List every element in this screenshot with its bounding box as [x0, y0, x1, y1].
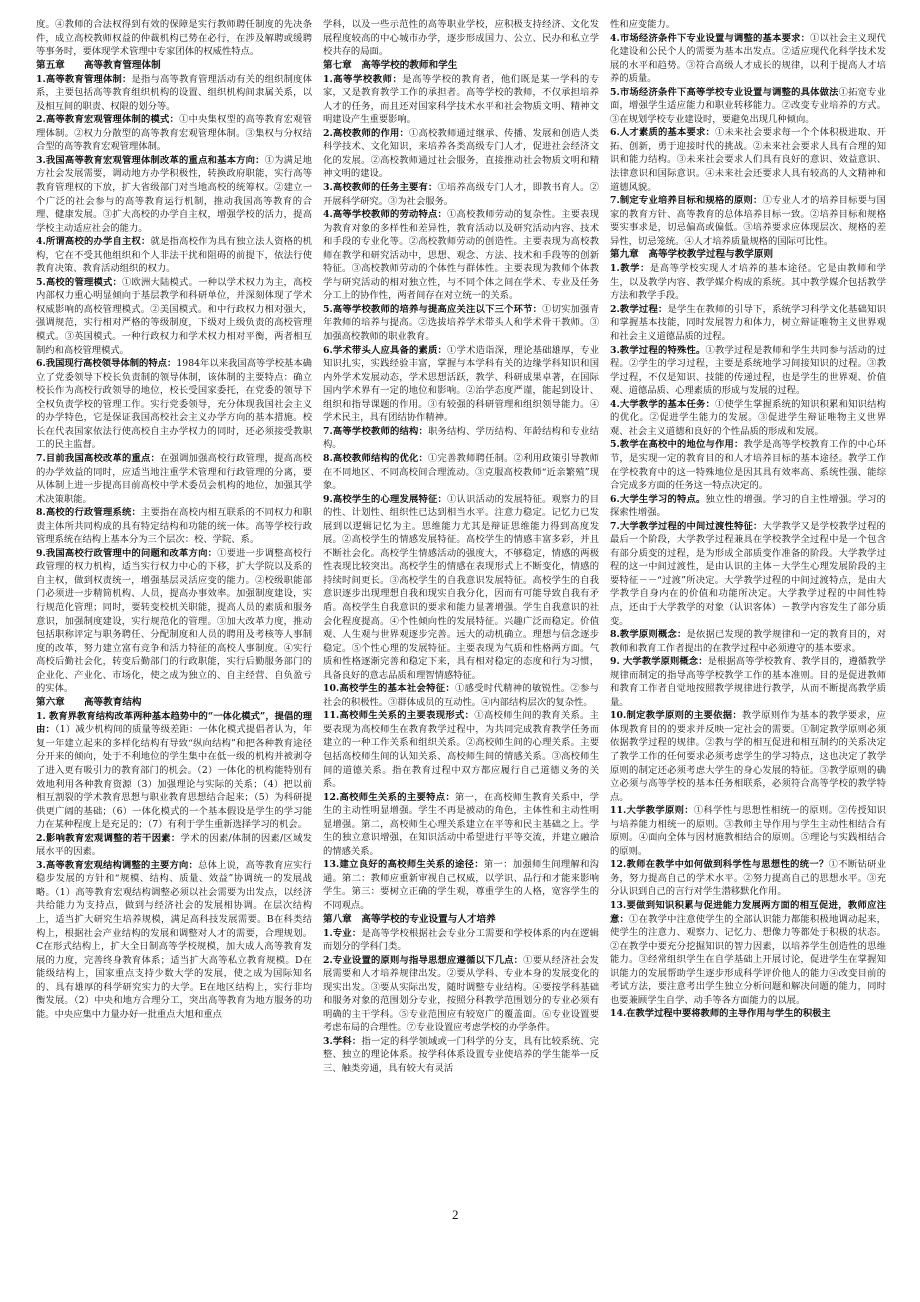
paragraph-text: 是高等学校根据社会专业分工需要和学校体系的内在逻辑而划分的学科门类。	[323, 927, 599, 953]
paragraph-text: ①拓宽专业面，增强学生适应能力和职业转移能力。②改变专业培养的方式。③在规划学校专业建设时，要避免出现几种倾向。	[610, 86, 886, 125]
paragraph-text: ①要从经济社会发展需要和人才培养规律出发。②要从学科、专业本身的发展变化的现实出发。③要从实际出发，随时调整专业结构。④要按学科基础和服务对象的范围划分专业，按照分科教学范围划分的专业必须有明确的主干学科。⑤专业范围应有较宽广的覆盖面。⑥专业设置要考虑布局的合理性。⑦专业设置应考虑学校的办学条件。	[323, 954, 599, 1034]
paragraph	[323, 858, 599, 912]
paragraph-text: 1984年以来我国高等学校基本确立了党委领导下校长负责制的领导体制，该体制的主要特点：确立校长作为高校行政领导的地位，校长受国家委托，在党委的领导下全权负责学校的管理工作。实行党委领导，充分体现我国社会主义的办学特色，它是保证我国高校社会主义办学方向的基本措施。校长在代表国家依法行使高校自主办学权力的同时，还必须接受教职工的民主监督。	[36, 358, 312, 451]
paragraph-text: ①欧洲大陆模式。一种以学术权力为主，高校内部权力重心明显倾向于基层教学和科研单位，并深刻体现了学术权威影响的高校管理模式。②美国模式。和中行政权力相对强大，强调规范，实行相对严格的等级制度，下级对上级负责的高校管理模式。③英国模式。一种行政权力和学术权力相对平衡，两者相互制约和高校管理模式。	[36, 276, 312, 356]
paragraph	[323, 344, 599, 425]
term-label: 6.学术带头人应具备的素质：	[323, 344, 448, 356]
paragraph	[610, 262, 886, 303]
term-label: 10.高校学生的基本社会特征：	[323, 683, 455, 695]
paragraph-text: 职务结构、学历结构、年龄结构和专业结构。	[323, 425, 599, 451]
paragraph-text: ①培养高级专门人才，即教书育人。②开展科学研究。③为社会服务。	[323, 182, 599, 207]
paragraph	[36, 276, 312, 357]
term-label: 9. 大学教学原则概念：	[610, 656, 708, 668]
term-label: 8.高校的行政管理系统：	[36, 507, 142, 519]
paragraph-text: 大学教学又是学校教学过程的最后一个阶段，大学教学过程兼具在学校教学全过程中是一个包含有部分质变的过程，是为形成全部质变作准备的阶段。大学教学过程的这一中间过渡性，是由认识的主体－大学生心理发展阶段的主要特征－－“过渡”所决定。大学教学过程的中间过渡特点，是由大学教学自身内在的价值和功能所决定。大学教学过程的中间性特点，还由于大学教学的对象（认识客体）－教学内容发生了部分质变。	[610, 520, 886, 627]
paragraph	[610, 899, 886, 1007]
paragraph-text: 指一定的科学领域或一门科学的分支，具有比较系统、完整、独立的理论体系。按学科体系设置专业使培养的学生能举一反三、触类旁通，具有较大有灵活	[323, 1035, 599, 1075]
paragraph-text: ①认识活动的发展特征。观察力的目的性、计划性、组织性已达到相当水平。注意力稳定。记忆力已发展到以逻辑记忆为主。思维能力尤其是辩证思维能力得到高度发展。②高校学生的情感发展特征。高校学生的情感丰富多彩，并且不断社会化。高校学生情感活动的强度大，不够稳定，情感的两极性表现比较突出。高校学生的情感在表现形式上不断变化，情感的持续时间更长。③高校学生的自我意识发展特征。高校学生的自我意识逐步出现理想自我和现实自我分化，因而有可能导致自我有矛盾。高校学生自我意识的要求和能力显著增强。学生自我意识的社会化程度提高。④个性倾向性的发展特征。兴趣广泛而稳定。价值观、人生观与世界观逐步完善。远大的动机确立。理想与信念逐步稳定。⑤个性心理的发展特征。主要表现为气质和性格两方面。气质和性格逐渐完善和稳定下来，具有相对稳定的态度和行为习惯，具备良好的意志品质和理智情感特征。	[323, 493, 599, 681]
paragraph	[323, 303, 599, 344]
paragraph-text: ①未来社会要求每一个个体积极进取、开拓、创新，勇于迎接时代的挑战。②未来社会要求人具有合理的知识和能力结构。③未来社会要求人们具有良好的意识、效益意识、法律意识和国际意识。④未来社会还要求人具有较高的人文精神和道德风貌。	[610, 127, 886, 193]
term-label: 11.大学教学原则：	[610, 805, 694, 817]
paragraph	[610, 303, 886, 344]
paragraph-text: （1）减少机构间的质量等级差距：一体化模式提倡者认为，年复一年建立起来的多样化结构有导致“纵向结构”和把各种教育途径分开来的倾向，处于不利地位的学生集中在低一级的机构并被剥夺了进入更有吸引力的教育部门的机会。（2）一体化的机构能特别有效地利用各种教育资源（3）加强理论与实际的关系；（4）把以前相互割裂的学术教育思想与职业教育思想结合起来；（5）为科研提供更广阔的基础；（6）一体化模式的一个基本假设是学生的学习能力在某种程度上是充足的；（7）有利于学生重新选择学习的机会。	[36, 724, 312, 831]
term-label: 7.制定专业培养目标和规格的原则：	[610, 195, 763, 207]
paragraph-text: 教学原则作为基本的教学要求，应体现教育目的的要求并反映一定社会的需要。①制定教学原则必须依据教学过程的规律。②教与学的相互促进和相互制约的关系决定了教学工作的任何要求必须考虑学生的学习特点，这也决定了教学原则的制定还必须考虑大学生的身心发展的特征。③教学原则的确立必须与高等学校的基本任务相联系，必须符合高等学校的教学特点。	[610, 710, 886, 803]
term-label: 6.大学生学习的特点。	[610, 493, 706, 505]
paragraph-text: 性和应变能力。	[610, 19, 676, 30]
paragraph-text: ①学术造诣深，理论基础雄厚，专业知识扎实，实践经验丰富，掌握与本学科有关的边缘学科知识和国内外学术发展动态，学术思想活跃，教学、科研成果卓著，在国际国内学术界有一定的地位和影响。②治学态度严谨，能起到设计、组织和指导课题的作用。③有较强的科研管理和组织领导能力。④学术民主，具有团结协作精神。	[323, 344, 599, 424]
paragraph	[323, 954, 599, 1035]
paragraph	[323, 127, 599, 181]
paragraph-text: ①教学过程是教师和学生共同参与活动的过程。②学生的学习过程，主要是系统地学习间接知识的过程。③教学过程，不仅是知识、技能的传递过程，也是学生的世界观、价值观、道德品质、心理素质的形成与发展的过程。	[610, 344, 886, 397]
paragraph-text: 是高等学校实现人才培养的基本途径。它是由教师和学生，以及教学内容、教学媒介构成的系统。其中教学媒介包括教学方法和教学手段。	[610, 263, 886, 302]
paragraph	[610, 1007, 886, 1021]
paragraph	[610, 344, 886, 398]
paragraph-text: ①不断钻研业务，努力提高自己的学术水平。②努力提高自己的思想水平。③充分认识到自己的言行对学生潜移默化作用。	[610, 859, 886, 898]
paragraph	[36, 235, 312, 276]
paragraph	[36, 547, 312, 696]
paragraph	[36, 859, 312, 1022]
paragraph-text: 独立性的增强。学习的自主性增强。学习的探索性增强。	[610, 493, 886, 519]
paragraph	[610, 520, 886, 628]
term-label: 4.所谓高校的办学自主权：	[36, 236, 151, 248]
term-label: 1.教学：	[610, 263, 650, 275]
paragraph-text: ①完善教师聘任制。②利用政策引导教师在不同地区、不同高校间合理流动。③克服高校教师“近亲繁殖”现象。	[323, 452, 599, 492]
paragraph-text: 第一，在高校师生教育关系中，学生的主动性明显增强。学生不再是被动的角色，主体性和主动性明显增强。第二，高校师生心理关系建立在平等和民主基础之上。学生的独立意识增强，在知识活动中希望进行平等交流，并建立融洽的情感关系。	[323, 791, 599, 857]
page-number: 2	[452, 1207, 459, 1222]
paragraph-text: ①专业人才的培养目标要与国家的教育方针、高等教育的总体培养目标一致。②培养目标和规格要实事求是，切忌偏高或偏低。③培养要求应体现层次、规格的差异性，切忌笼统。④人才培养质量规格的国际可比性。	[610, 195, 886, 247]
term-label: 1.高等教育管理体制：	[36, 73, 132, 85]
paragraph-text: 总体上说，高等教育应实行稳步发展的方针和“规模、结构、质量、效益”协调统一的发展战略。（1）高等教育宏观结构调整必须以社会需要为出发点，以经济共给能力为支持点，做到与经济社会的发展相协调。在层次结构上，适当扩大研究生培养规模，满足高科技发展需要。B在科类结构上，根据社会产业结构的发展和调整对人才的需要，合理规划。C在形式结构上，扩大全日制高等学校规模，加大成人高等教育发展的力度，完善终身教育体系；适当扩大高等私立教育规模。D在能级结构上，国家重点支持少数大学的发展，使之成为国际知名的、具有雄厚的科学研究实力的大学。E在地区结构上，实行非均衡发展。（2）中央和地方合理分工，突出高等教育为地方服务的功能。中央应集中力量办好一批重点大旭和重点	[36, 859, 312, 1020]
paragraph	[610, 804, 886, 858]
section-heading: 第八章 高等学校的专业设置与人才培养	[323, 913, 496, 925]
paragraph	[36, 710, 312, 832]
term-label: 8.教学原则概念：	[610, 629, 687, 641]
paragraph	[323, 927, 599, 954]
term-label: 2.高等教育宏观管理体制的模式：	[36, 114, 180, 126]
column-right	[610, 18, 886, 1240]
term-label: 5.市场经济条件下高等学校专业设置与调整的具体做法	[610, 86, 839, 98]
paragraph	[610, 858, 886, 899]
paragraph-text: ①要进一步调整高校行政管理的权力机构，适当实行权力中心的下移，扩大学院以及系的自主权，做到权责统一，增强基层灵活应变的能力。②校级职能部门必须进一步精简机构、人员，提高办事效率。加强制度建设，实行规范化管理；同时，要转变校机关职能，提高人员的素质和服务意识，加强制度建设，实行规范化的管理。③加大改革力度，推动包括职称评定与职务聘任、分配制度和人员的聘用及考核等人事制度的改革，努力建立富有竞争和活力特征的高校人事制度。④实行高校后勤社会化，转变后勤部门的行政职能，实行后勤服务部门的企业化、产业化、市场化，使之成为独立的、自主经营、自负盈亏的实体。	[36, 547, 312, 695]
paragraph	[36, 18, 312, 59]
term-label: 8.高校教师结构的优化：	[323, 452, 429, 464]
paragraph-text: 是学生在教师的引导下，系统学习科学文化基础知识和掌握基本技能，同时发展智力和体力，树立辩证唯物主义世界观和社会主义道德品质的过程。	[610, 303, 886, 343]
paragraph	[323, 1035, 599, 1076]
section-heading: 第六章 高等教育结构	[36, 696, 142, 708]
paragraph	[36, 452, 312, 506]
section-heading: 第五章 高等教育管理体制	[36, 59, 161, 71]
term-label: 5.高等学校教师的培养与提高应关注以下三个环节：	[323, 303, 543, 315]
term-label: 7.目前我国高校改革的重点：	[36, 452, 161, 464]
paragraph-text: 在强调加强高校行政管理，提高高校的办学效益的同时，应适当地注重学术管理和行政管理的分离，要从体制上进一步提高目前高校中学术委员会机构的地位，加强其学术决策职能。	[36, 452, 312, 505]
paragraph	[323, 425, 599, 452]
paragraph-text: ①高校教师通过继承、传播、发展和创造人类科学技术、文化知识，来培养各类高级专门人才，促进社会经济文化的发展。②高校教师通过社会服务，直接推动社会物质文明和精神文明的建设。	[323, 127, 599, 180]
paragraph	[610, 18, 886, 32]
term-label: 6.我国现行高校领导体制的特点：	[36, 358, 177, 370]
term-label: 5.教学在高校中的地位与作用：	[610, 439, 744, 451]
paragraph	[610, 126, 886, 194]
term-label: 5.高校的管理模式：	[36, 276, 122, 288]
paragraph-text: 学科，以及一些示范性的高等职业学校，应积极支持经济、文化发展程度较高的中心城市办学，逐步形成国力、公立、民办和私立学校共存的局面。	[323, 19, 599, 58]
column-middle	[323, 18, 599, 1240]
paragraph	[610, 32, 886, 86]
term-label: 13.建立良好的高校师生关系的途径：	[323, 859, 484, 871]
term-label: 2.专业设置的原则与指导思想应遵循以下几点：	[323, 954, 524, 966]
term-label: 9.我国高校行政管理中的问题和改革方向：	[36, 547, 218, 559]
paragraph-text: ①以社会主义现代化建设和公民个人的需要为基本出发点。②适应现代化科学技术发展的水平和趋势。③符合高级人才成长的规律，以利于提高人才培养的质量。	[610, 32, 886, 85]
paragraph-text: 是高等学校的教育者，他们既是某一学科的专家，又是教育教学工作的承担者。高等学校的教师，不仅承担培养人才的任务，而且还对国家科学技术水平和社会物质文明、精神文明建设产生重要影响。	[323, 73, 599, 126]
paragraph-text: 是指与高等教育管理活动有关的组织制度体系，主要包括高等教育组织机构的设置、组织机构间隶属关系，以及相互间的职责、权限的划分等。	[36, 73, 312, 112]
paragraph-text: ①高校师生间的教育关系。主要表现为高校师生在教育教学过程中，为共同完成教育教学任务而建立的一种工作关系和组织关系。②高校师生间的心理关系。主要包括高校师生间的认知关系、高校师生间的情感关系。③高校师生间的道德关系。指在教育过程中双方都应履行自己道德义务的关系。	[323, 710, 599, 790]
term-label: 7.大学教学过程的中间过渡性特征：	[610, 520, 763, 532]
section-heading: 第九章 高等学校教学过程与教学原则	[610, 249, 774, 261]
term-label: 14.在教学过程中要将教师的主导作用与学生的积极主	[610, 1008, 831, 1020]
paragraph-text: ①高校教师劳动的复杂性。主要表现为教育对象的多样性和差异性，教育活动以及研究活动内容、技术和手段的专业化等。②高校教师劳动的创造性。主要表现为高校教师在教学和研究活动中，思想、观念、方法、技术和手段等的创新特征。③高校教师劳动的个体性与群体性。主要表现为教师个体教学与研究活动的相对独立性，与不同个体之间在学术、专业及任务分工上的协作性，两者间存在对立统一的关系。	[323, 209, 599, 302]
paragraph-text: ①使学生掌握系统的知识积累和知识结构的优化。②促进学生能力的发展。③促进学生辩证唯物主义世界观、社会主义道德和良好的个性品质的形成和发展。	[610, 398, 886, 437]
term-label: 12.教师在教学中如何做到科学性与思想性的统一？	[610, 859, 829, 871]
paragraph-text: ①为满足地方社会发展需要，调动地方办学积极性，转换政府职能，实行高等教育管理权的下放，扩大省级部门对当地高校的统筹权。②建立一个广泛的社会参与的高等教育运行机制，推动我国高等教育的合理、健康发展。③扩大高校的办学自主权，增强学校的活力，提高学校主动适应社会的能力。	[36, 154, 312, 234]
paragraph-text: 是依据已发现的教学规律和一定的教育目的，对教师和教育工作者提出的在教学过程中必须遵守的基本要求。	[610, 629, 886, 654]
paragraph	[323, 493, 599, 683]
paragraph	[36, 506, 312, 547]
paragraph-text: 学术的因素/体制的因素/区域发展水平的因素。	[36, 832, 312, 858]
paragraph	[610, 655, 886, 709]
term-label: 4.市场经济条件下专业设置与调整的基本要求：	[610, 32, 811, 44]
paragraph-text: ①在教学中注意使学生的全部认识能力都能积极地调动起来，使学生的注意力、观察力、记忆力、想像力等都处于积极的状态。②在教学中要充分挖掘知识的智力因素，以培养学生创造性的思维能力。③经常组织学生在自学基础上开展讨论，促进学生在掌握知识能力的发展帮助学生逐步形成科学评价他人的能力④改变目前的考试方法，要注意考出学生独立分析问题和解决问题的能力，同时也要兼顾学生自学、动手等各方面能力的以展。	[610, 913, 886, 1006]
term-label: 1. 教育界教育结构改革两种基本趋势中的“一体化模式”，提倡的理由：	[36, 710, 312, 736]
paragraph-text: ①科学性与思想性相统一的原则。②传授知识与培养能力相统一的原则。③教师主导作用与学生主动性相结合有原则。④面向全体与因材施教相结合的原则。⑤理论与实践相结合的原则。	[610, 805, 886, 857]
paragraph	[610, 709, 886, 804]
term-label: 2.高校教师的作用：	[323, 127, 409, 139]
paragraph	[323, 682, 599, 709]
paragraph	[36, 357, 312, 452]
paragraph	[323, 18, 599, 59]
term-label: 4.高等学校教师的劳动特点：	[323, 209, 448, 221]
paragraph-text: ①感受时代精神的敏锐性。②参与社会的积极性。③群体成员的互动性。④内部结构层次的复杂性。	[323, 683, 599, 708]
paragraph	[323, 73, 599, 127]
term-label: 13.要做到知识积累与促进能力发展两方面的相互促进，教师应注意：	[610, 900, 886, 925]
term-label: 12.高校师生关系的主要特点：	[323, 791, 455, 803]
paragraph	[610, 194, 886, 248]
paragraph-text: 主要指在高校内相互联系的不同权力和职责主体所共同构成的具有特定结构和功能的统一体。高等学校行政管理系统在结构上基本分为三个层次：校、学院、系。	[36, 507, 312, 546]
paragraph	[36, 113, 312, 154]
term-label: 2.影响教育宏观调整的若干因素：	[36, 832, 181, 844]
term-label: 6.人才素质的基本要求：	[610, 127, 716, 139]
paragraph-text: 度。④教师的合法权得到有效的保障是实行教师聘任制度的先决条件，成立高校教师权益的仲裁机构已势在必行，在涉及解聘或缓聘等事务时，要体现学术管理中专家团体的权威性特点。	[36, 19, 312, 58]
paragraph	[323, 791, 599, 859]
term-label: 11.高校师生关系的主要表现形式：	[323, 710, 475, 722]
paragraph-text: ①中央集权型的高等教育宏观管理体制。②权力分散型的高等教育宏观管理体制。③集权与分权结合型的高等教育宏观管理体制。	[36, 114, 312, 153]
paragraph	[323, 208, 599, 303]
term-label: 10.制定教学原则的主要依据：	[610, 710, 742, 722]
paragraph-text: ①切实加强青年教师的培养与提高。②选拔培养学术带头人和学术骨干教师。③加强高校教师的职业教育。	[323, 303, 599, 343]
paragraph	[610, 493, 886, 520]
term-label: 3.高校教师的任务主要有：	[323, 182, 438, 194]
term-label: 3.高等教育宏观结构调整的主要方向：	[36, 859, 199, 871]
paragraph	[323, 452, 599, 493]
column-left	[36, 18, 312, 1240]
paragraph	[36, 73, 312, 114]
term-label: 1.专业：	[323, 927, 362, 939]
paragraph	[36, 154, 312, 235]
paragraph-text: 是根据高等学校教育、教学目的，遵循教学规律而制定的指导高等学校教学工作的基本准则。目的是促进教师和教育工作者自觉地按照教学规律进行教学，从而不断提高教学质量。	[610, 656, 886, 708]
section-heading: 第七章 高等学校的教师和学生	[323, 59, 458, 71]
term-label: 4.大学教学的基本任务：	[610, 398, 716, 410]
term-label: 7.高等学校教师的结构：	[323, 425, 429, 437]
paragraph-text: 第一：加强师生间理解和沟通。第二：教师应重新审视自己权威，以学识、品行和才能来影响学生。第三：要树立正确的学生观，尊重学生的人格，宽容学生的不同观点。	[323, 859, 599, 911]
term-label: 9.高校学生的心理发展特征：	[323, 493, 448, 505]
term-label: 2.教学过程：	[610, 303, 668, 315]
paragraph-text: 就是指高校作为具有独立法人资格的机构，它在不受其他组织和个人非法干扰和阻碍的前提下，依法行使教育决策、教育活动组织的权力。	[36, 236, 312, 275]
term-label: 3.学科：	[323, 1035, 362, 1047]
paragraph	[323, 709, 599, 790]
paragraph	[610, 438, 886, 492]
paragraph	[36, 832, 312, 859]
term-label: 3.教学过程的特殊性。	[610, 344, 706, 356]
paragraph	[610, 86, 886, 127]
paragraph	[323, 181, 599, 208]
paragraph	[610, 398, 886, 439]
paragraph-text: 教学是高等学校教育工作的中心环节，是实现一定的教育目的和人才培养目标的基本途径。教学工作在学校教育中的这一特殊地位是因其具有效率高、系统性强、能综合完成多方面的任务这一特点决定的。	[610, 439, 886, 492]
term-label: 3.我国高等教育宏观管理体制改革的重点和基本方向：	[36, 154, 265, 166]
term-label: 1.高等学校教师：	[323, 73, 403, 85]
paragraph	[610, 628, 886, 655]
